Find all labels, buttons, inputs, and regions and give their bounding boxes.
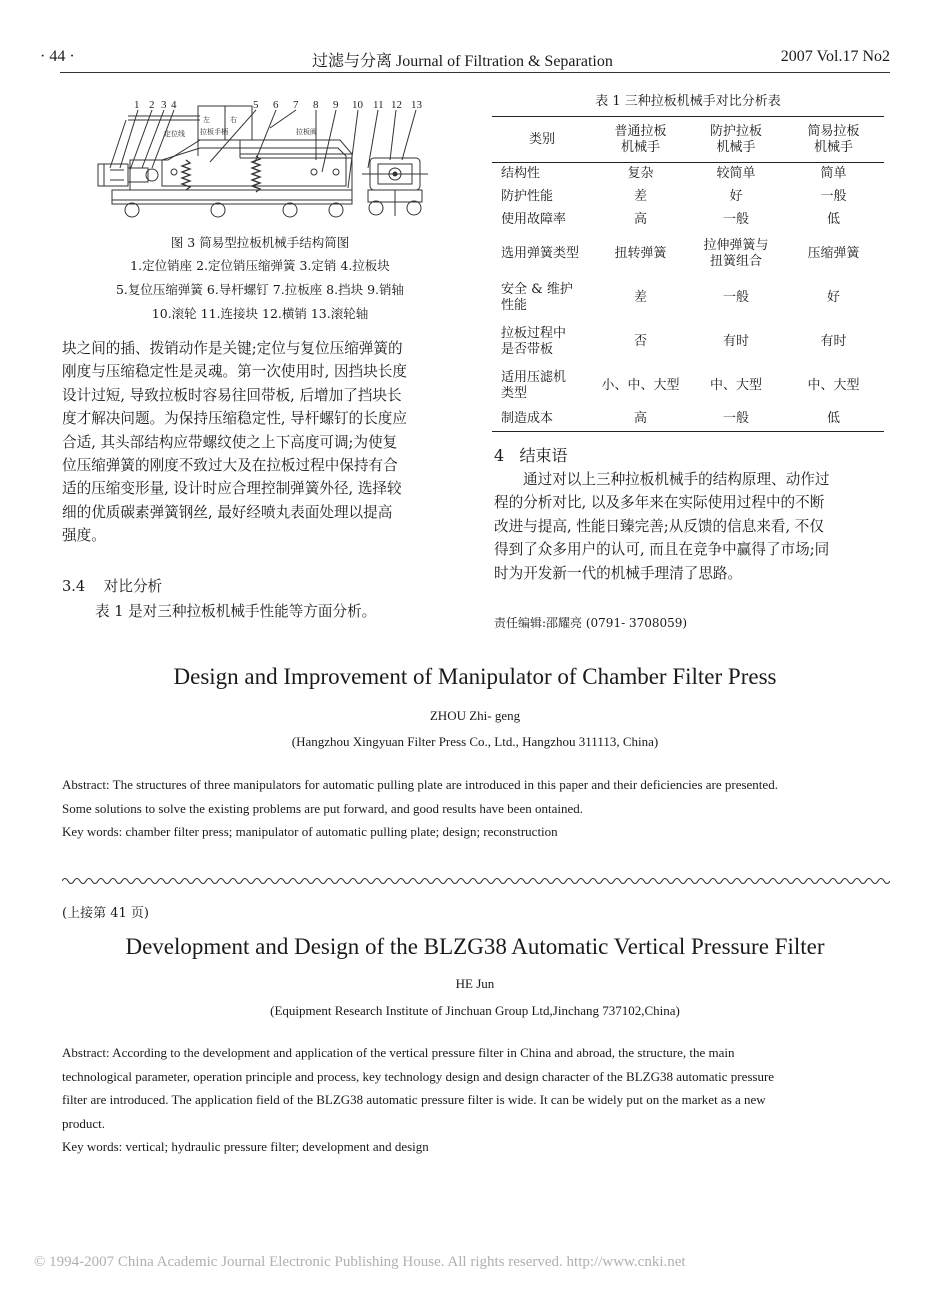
cell-text: 防护拉板: [709, 123, 762, 139]
cell-text: 中、大型: [807, 377, 860, 393]
article2-author: HE Jun: [455, 976, 495, 991]
cell-text: 普通拉板: [614, 123, 667, 139]
cell-text: 高: [633, 411, 647, 427]
table-cell: [689, 186, 783, 209]
table-cell: [592, 209, 689, 232]
cell-text: 有时: [722, 333, 749, 349]
cell-text: 使用故障率: [501, 212, 567, 227]
text-line: 度才解决问题。为保持压缩稳定性, 导杆螺钉的长度应: [62, 410, 407, 428]
label-right: 右: [230, 116, 237, 124]
cell-text: 一般: [722, 411, 749, 427]
cell-text: 中、大型: [709, 377, 762, 393]
cell-text: 类型: [501, 385, 528, 401]
label-left: 左: [203, 116, 210, 124]
cell-text: 拉伸弹簧与: [703, 237, 769, 253]
keywords-line: Key words: vertical; hydraulic pressure filter; development and design: [62, 1139, 429, 1154]
article2-title: Development and Design of the BLZG38 Automatic Vertical Pressure Filter: [125, 934, 825, 959]
cell-text: 结构性: [501, 166, 541, 182]
text-line: 改进与提高, 性能日臻完善;从反馈的信息来看, 不仅: [494, 517, 824, 535]
cell-text: 好: [729, 189, 743, 204]
cell-text: 压缩弹簧: [807, 245, 860, 261]
page-number: · 44 ·: [40, 48, 75, 65]
cell-text: 较简单: [716, 166, 756, 182]
table-cell: [783, 320, 884, 364]
abstract-line: Abstract: The structures of three manipulators for automatic pulling plate are introduced in this paper and their deficiencies are presented.: [62, 777, 778, 792]
cell-text: 性能: [501, 297, 528, 313]
text-line: 通过对以上三种拉板机械手的结构原理、动作过: [523, 471, 830, 488]
table-header-cell: [783, 117, 884, 163]
table-cell: [592, 163, 689, 186]
table-title: 表 1 三种拉板机械手对比分析表: [595, 94, 781, 109]
text-line: 得到了众多用户的认可, 而且在竞争中赢得了市场;同: [494, 541, 830, 559]
table-cell: [492, 276, 592, 320]
table-cell: [492, 320, 592, 364]
header-rule: [60, 72, 890, 73]
table-cell: [783, 364, 884, 408]
text-line: 程的分析对比, 以及多年来在实际使用过程中的不断: [494, 494, 825, 512]
cell-text: 低: [826, 212, 840, 227]
table-header-row: [492, 117, 884, 163]
callout-13: 13: [411, 99, 422, 111]
cell-text: 好: [826, 289, 840, 305]
cell-text: 机械手: [716, 139, 756, 155]
table-header-cell: [592, 117, 689, 163]
callout-2: 2: [149, 99, 155, 111]
table-row: [492, 232, 884, 276]
table-cell: [689, 364, 783, 408]
cell-text: 防护性能: [501, 189, 554, 204]
table-cell: [492, 232, 592, 276]
manipulator-diagram: [90, 98, 435, 222]
table-row: [492, 186, 884, 209]
article2-abstract: [62, 1041, 890, 1159]
cell-text: 制造成本: [501, 411, 554, 427]
table-cell: [592, 320, 689, 364]
table-cell: [592, 232, 689, 276]
cell-text: 简单: [820, 166, 847, 182]
abstract-line: Some solutions to solve the existing problems are put forward, and good results have been ontained.: [62, 800, 583, 816]
table-row: [492, 209, 884, 232]
table-cell: [492, 209, 592, 232]
cell-text: 高: [633, 212, 647, 227]
cell-text: 一般: [722, 289, 749, 305]
cell-text: 有时: [820, 333, 847, 349]
abstract-line: filter are introduced. The application field of the BLZG38 automatic pressure filter is wide. It can be widely put on the market as a new: [62, 1092, 766, 1107]
table-cell: [689, 232, 783, 276]
figure-caption: 图 3 简易型拉板机械手结构简图: [170, 235, 350, 250]
conclusion-paragraph: [494, 468, 886, 585]
table-cell: [689, 276, 783, 320]
table-cell: [592, 364, 689, 408]
text-line: 细的优质碳素弹簧钢丝, 最好经喷丸表面处理以提高: [62, 503, 393, 521]
abstract-line: Abstract: According to the development and application of the vertical pressure filter in China and abroad, the structure, the main: [62, 1045, 735, 1060]
callout-5: 5: [253, 99, 259, 111]
callout-1: 1: [134, 99, 140, 111]
table-cell: [783, 163, 884, 186]
table-header-cell: [492, 117, 592, 163]
text-line: 刚度与压缩稳定性是灵魂。第一次使用时, 因挡块长度: [62, 363, 407, 381]
callout-11: 11: [373, 99, 384, 111]
article1-title: Design and Improvement of Manipulator of Chamber Filter Press: [173, 664, 777, 689]
legend-line: 1.定位销座 2.定位销压缩弹簧 3.定销 4.拉板块: [130, 258, 390, 273]
section-heading-3-4: 3.4 对比分析: [62, 578, 163, 595]
label-positioning-line: 定位线: [164, 130, 185, 138]
cell-text: 差: [633, 189, 647, 204]
text-line: 强度。: [62, 527, 106, 545]
abstract-line: product.: [62, 1115, 105, 1131]
article1-author: ZHOU Zhi- geng: [429, 708, 521, 723]
label-pull-valve: 拉板阀: [296, 128, 317, 136]
table-cell: [492, 186, 592, 209]
editor-note: 责任编辑:邵耀亮 (0791- 3708059): [494, 616, 688, 630]
table-cell: [689, 320, 783, 364]
comparison-table: [492, 116, 884, 432]
table-row: [492, 364, 884, 408]
cell-text: 低: [826, 411, 840, 427]
cell-text: 否: [633, 333, 647, 349]
cell-text: 拉板过程中: [501, 325, 567, 341]
cell-text: 小、中、大型: [601, 377, 680, 393]
cell-text: 一般: [820, 189, 847, 204]
cell-text: 适用压滤机: [501, 369, 567, 385]
table-cell: [689, 408, 783, 432]
copyright-footer: © 1994-2007 China Academic Journal Electronic Publishing House. All rights reserved. http://www.cnki.net: [34, 1254, 686, 1270]
legend-line: 5.复位压缩弹簧 6.导杆螺钉 7.拉板座 8.挡块 9.销轴: [115, 282, 405, 297]
table-row: [492, 276, 884, 320]
table-cell: [492, 408, 592, 432]
cell-text: 类别: [528, 131, 555, 147]
table-cell: [592, 276, 689, 320]
left-paragraph-2: 表 1 是对三种拉板机械手性能等方面分析。: [95, 603, 377, 620]
text-line: 时为开发新一代的机械手理清了思路。: [494, 564, 743, 582]
text-line: 位压缩弹簧的刚度不致过大及在拉板过程中保持有合: [62, 456, 398, 474]
text-line: 适的压缩变形量, 设计时应合理控制弹簧外径, 选择较: [62, 480, 402, 498]
table-cell: [492, 364, 592, 408]
label-pull-handle: 拉板手柄: [200, 128, 228, 136]
cell-text: 简易拉板: [807, 123, 860, 139]
callout-8: 8: [313, 99, 319, 111]
table-cell: [783, 408, 884, 432]
callout-10: 10: [352, 99, 363, 111]
cell-text: 差: [633, 289, 647, 305]
callout-3: 3: [161, 99, 167, 111]
table-cell: [592, 186, 689, 209]
cell-text: 扭簧组合: [709, 253, 762, 269]
section-heading-4: 4 结束语: [494, 446, 568, 465]
abstract-line: technological parameter, operation principle and process, key technology design and design character of the BLZG38 automatic pressure: [62, 1068, 775, 1084]
legend-line: 10.滚轮 11.连接块 12.横销 13.滚轮轴: [151, 306, 369, 321]
callout-9: 9: [333, 99, 339, 111]
cell-text: 机械手: [813, 139, 853, 155]
cell-text: 一般: [722, 212, 749, 227]
text-line: 设计过短, 导致拉板时容易往回带板, 后增加了挡块长: [62, 386, 402, 404]
journal-title: 过滤与分离 Journal of Filtration & Separation: [312, 53, 613, 70]
text-line: 块之间的插、拨销动作是关键;定位与复位压缩弹簧的: [62, 340, 403, 357]
table-cell: [783, 186, 884, 209]
table-cell: [592, 408, 689, 432]
table-row: [492, 408, 884, 432]
left-paragraph: [62, 337, 460, 548]
keywords-line: Key words: chamber filter press; manipulator of automatic pulling plate; design; reconstruction: [62, 824, 558, 839]
cell-text: 安全 & 维护: [501, 281, 573, 297]
cell-text: 是否带板: [501, 341, 554, 357]
cell-text: 机械手: [620, 139, 660, 155]
text-line: 合适, 其头部结构应带螺纹使之上下高度可调;为使复: [62, 433, 398, 451]
article1-affiliation: (Hangzhou Xingyuan Filter Press Co., Ltd., Hangzhou 311113, China): [291, 734, 659, 749]
cell-text: 复杂: [627, 166, 654, 182]
issue-label: 2007 Vol.17 No2: [780, 48, 890, 65]
article1-abstract: [62, 773, 890, 844]
table-cell: [783, 232, 884, 276]
table-cell: [492, 163, 592, 186]
callout-7: 7: [293, 99, 299, 111]
wavy-divider: [62, 874, 890, 888]
table-cell: [783, 276, 884, 320]
continued-note: (上接第 41 页): [62, 906, 149, 921]
table-cell: [783, 209, 884, 232]
table-row: [492, 163, 884, 186]
table-header-cell: [689, 117, 783, 163]
figure-legend: [50, 254, 470, 326]
callout-12: 12: [391, 99, 402, 111]
callout-6: 6: [273, 99, 279, 111]
table-row: [492, 320, 884, 364]
table-cell: [689, 163, 783, 186]
cell-text: 选用弹簧类型: [501, 245, 580, 261]
table-cell: [689, 209, 783, 232]
callout-4: 4: [171, 99, 177, 111]
cell-text: 扭转弹簧: [614, 245, 667, 261]
article2-affiliation: (Equipment Research Institute of Jinchuan Group Ltd,Jinchang 737102,China): [270, 1003, 680, 1018]
